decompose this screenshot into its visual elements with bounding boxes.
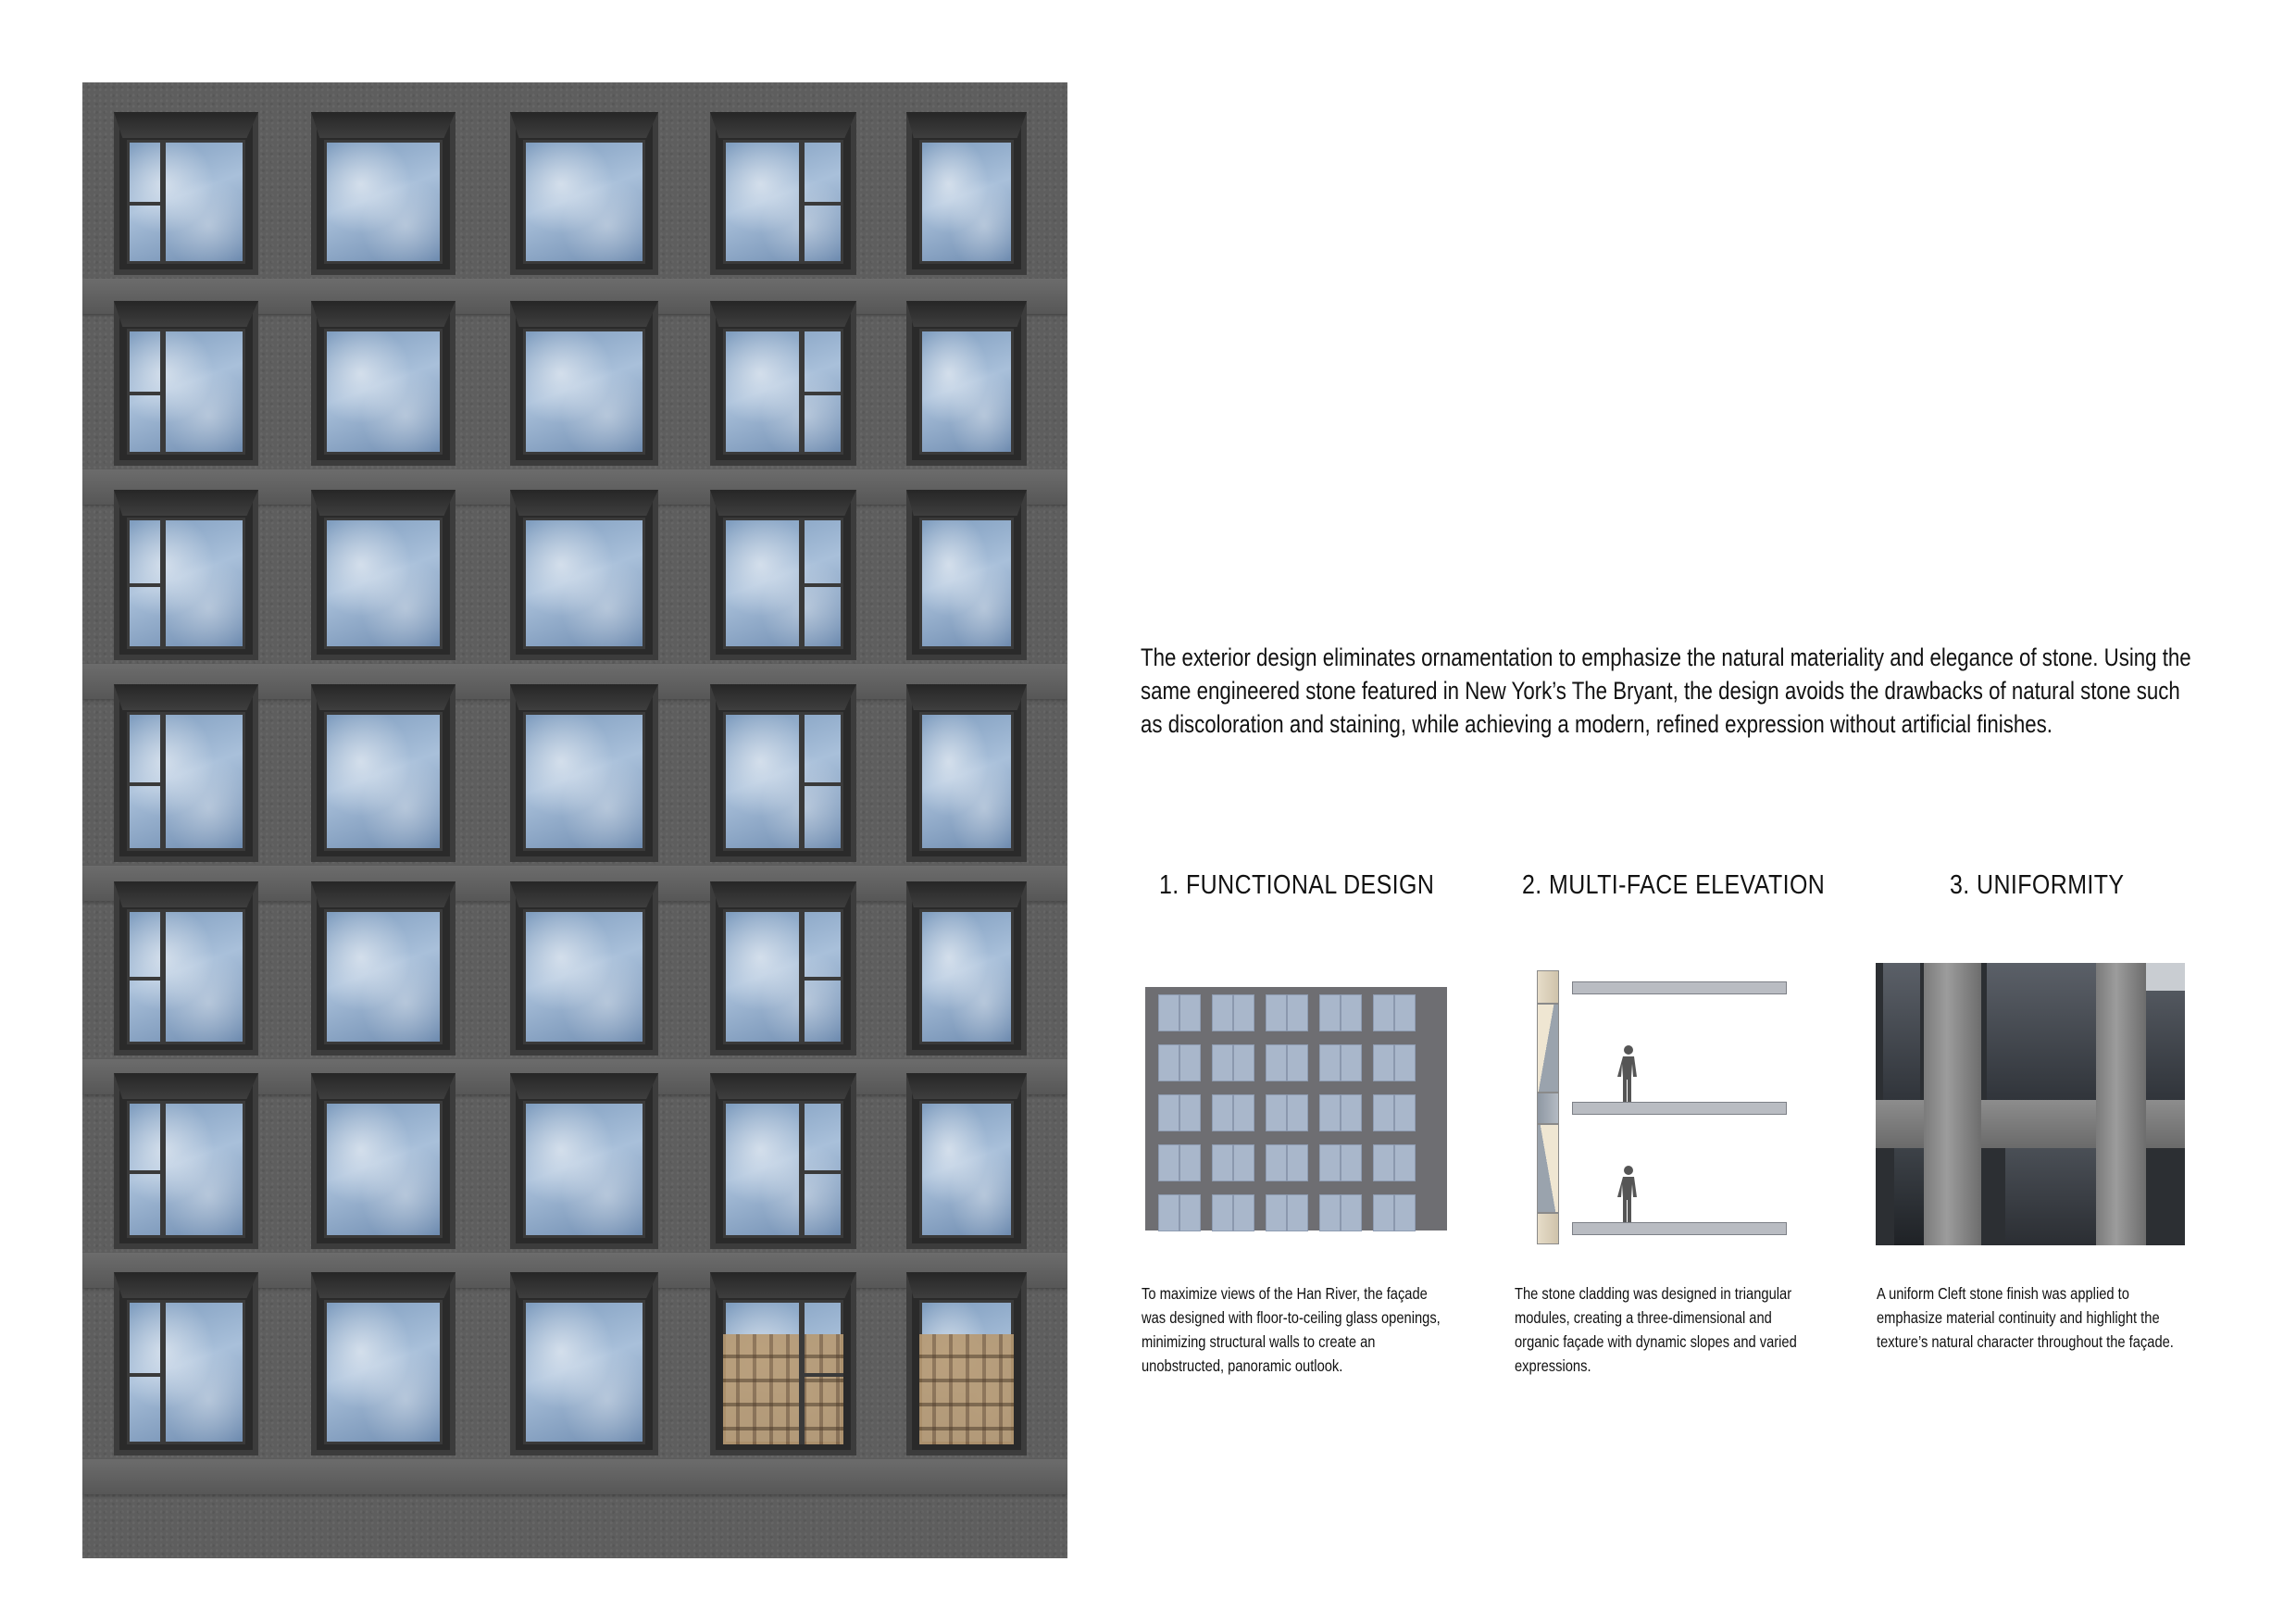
floor-slab bbox=[1572, 981, 1787, 994]
floor-band bbox=[82, 1459, 1067, 1494]
facade-window bbox=[311, 490, 455, 660]
facade-window bbox=[311, 1073, 455, 1249]
render-stone-column bbox=[2096, 963, 2146, 1245]
facade-window bbox=[114, 1272, 258, 1455]
facade-window bbox=[906, 684, 1027, 862]
floor-slab bbox=[1572, 1102, 1787, 1115]
person-silhouette-icon bbox=[1615, 1165, 1642, 1224]
facade-photo bbox=[82, 82, 1067, 1558]
building-reflection bbox=[919, 1334, 1014, 1444]
facade-window bbox=[114, 301, 258, 466]
facade-window bbox=[311, 684, 455, 862]
stone-cladding-module bbox=[1537, 1124, 1559, 1213]
facade-window bbox=[510, 881, 658, 1056]
facade-window bbox=[311, 1272, 455, 1455]
render-sky bbox=[2146, 963, 2185, 991]
facade-window bbox=[906, 112, 1027, 275]
facade-window bbox=[311, 112, 455, 275]
section-text-uniformity: A uniform Cleft stone finish was applied to emphasize material continuity and highlight the texture’s natural character throughout the façade. bbox=[1877, 1284, 2174, 1351]
facade-window bbox=[906, 1073, 1027, 1249]
facade-window bbox=[510, 112, 658, 275]
stone-cladding-module bbox=[1537, 970, 1559, 1004]
render-window bbox=[2005, 1148, 2098, 1245]
facade-window bbox=[906, 881, 1027, 1056]
building-reflection bbox=[723, 1334, 843, 1444]
section-title-multi-face-elevation: 2. MULTI-FACE ELEVATION bbox=[1522, 870, 1826, 900]
facade-window bbox=[114, 1073, 258, 1249]
multi-face-elevation-diagram bbox=[1537, 967, 1796, 1246]
stone-cladding-module bbox=[1537, 1004, 1559, 1093]
facade-window bbox=[710, 684, 856, 862]
facade-window bbox=[710, 881, 856, 1056]
facade-window bbox=[710, 112, 856, 275]
facade-window bbox=[114, 881, 258, 1056]
render-window bbox=[1987, 963, 2098, 1102]
facade-window bbox=[114, 490, 258, 660]
facade-window bbox=[906, 490, 1027, 660]
stone-cladding-module bbox=[1537, 1093, 1559, 1124]
section-title-functional-design: 1. FUNCTIONAL DESIGN bbox=[1159, 870, 1435, 900]
facade-window bbox=[510, 1073, 658, 1249]
floor-slab bbox=[1572, 1222, 1787, 1235]
facade-window bbox=[906, 1272, 1027, 1455]
render-window bbox=[1883, 963, 1920, 1102]
functional-design-diagram bbox=[1145, 987, 1447, 1230]
section-text-multi-face-elevation: The stone cladding was designed in triangular modules, creating a three-dimensional and organic façade with dynamic slopes and varied expressions. bbox=[1515, 1284, 1797, 1375]
facade-window bbox=[510, 1272, 658, 1455]
section-text-functional-design: To maximize views of the Han River, the façade was designed with floor-to-ceiling glass openings, minimizing structural walls to create an unobstructed, panoramic outlook. bbox=[1142, 1284, 1441, 1375]
facade-window bbox=[114, 112, 258, 275]
section-title-uniformity: 3. UNIFORMITY bbox=[1950, 870, 2125, 900]
facade-window bbox=[906, 301, 1027, 466]
intro-paragraph: The exterior design eliminates ornamentation to emphasize the natural materiality and elegance of stone. Using the same engineered stone featured in New York’s The Bryant, the design avoids the drawbacks of natural stone such as discoloration and staining, while achieving a modern, refined expression without artificial finishes. bbox=[1141, 643, 2191, 738]
facade-window bbox=[311, 881, 455, 1056]
facade-window bbox=[510, 301, 658, 466]
facade-window bbox=[710, 490, 856, 660]
facade-window bbox=[710, 1073, 856, 1249]
render-stone-column bbox=[1924, 963, 1981, 1245]
facade-window bbox=[710, 1272, 856, 1455]
facade-window bbox=[510, 490, 658, 660]
facade-window bbox=[510, 684, 658, 862]
facade-window bbox=[311, 301, 455, 466]
person-silhouette-icon bbox=[1615, 1044, 1642, 1104]
stone-cladding-module bbox=[1537, 1213, 1559, 1244]
uniformity-render bbox=[1876, 963, 2185, 1245]
facade-window bbox=[114, 684, 258, 862]
facade-window bbox=[710, 301, 856, 466]
